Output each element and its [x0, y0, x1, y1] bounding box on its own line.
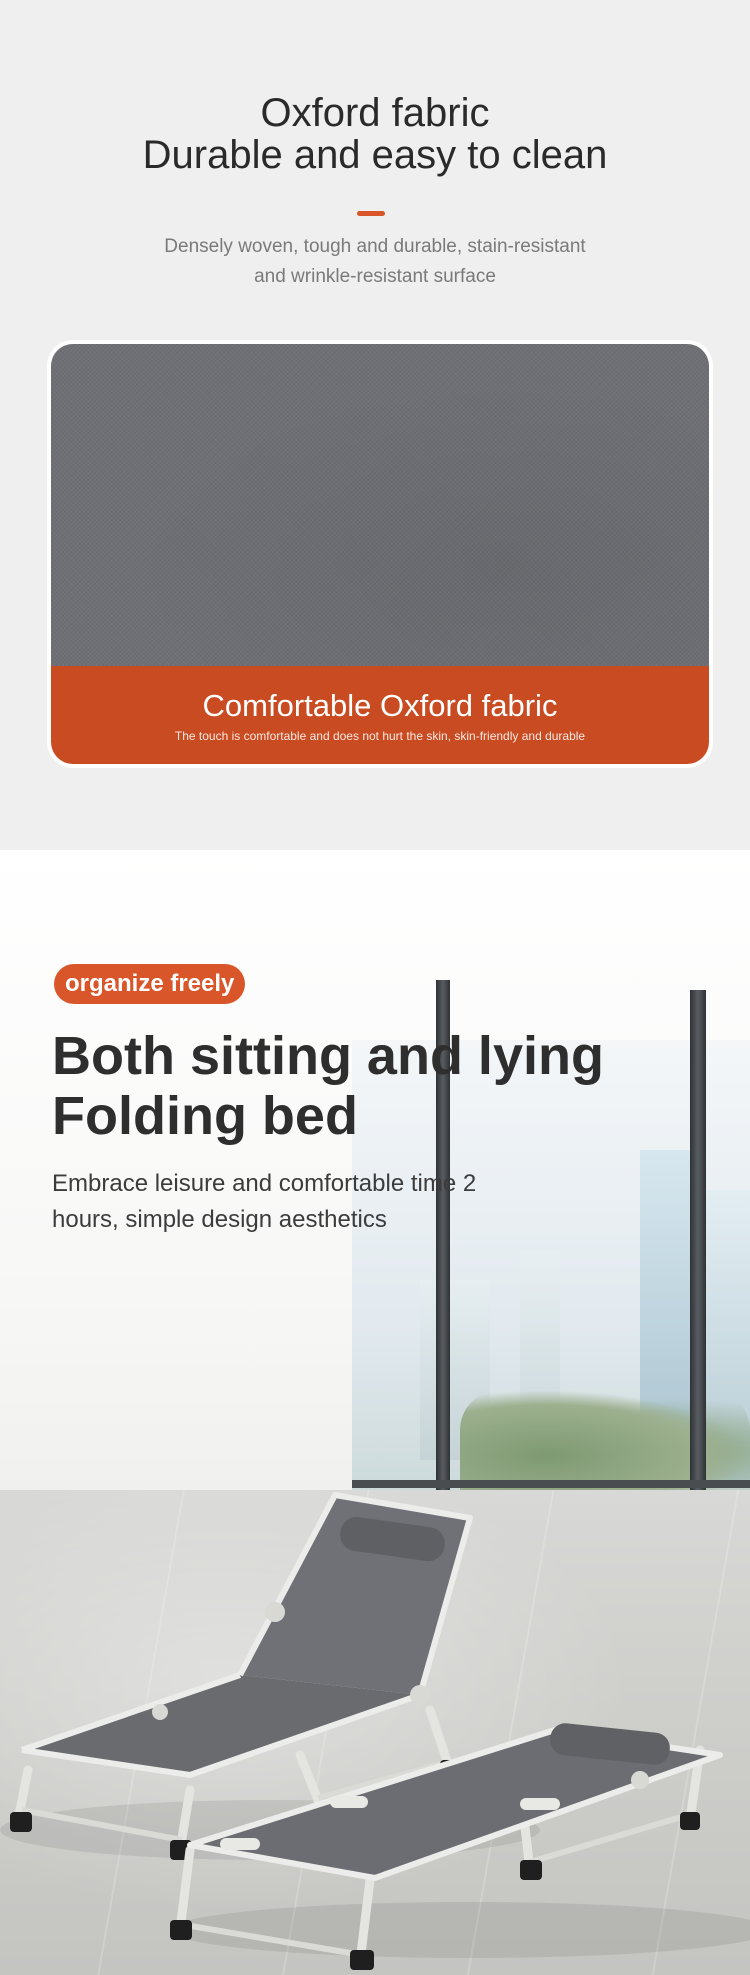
fabric-subtitle-line1: Densely woven, tough and durable, stain-resistant [164, 236, 586, 257]
fabric-subtitle [0, 232, 750, 292]
fabric-card [47, 340, 713, 768]
bed-shadow [170, 1902, 750, 1958]
fabric-title-line1: Oxford fabric [260, 91, 490, 135]
bed-description-line2: hours, simple design aesthetics [52, 1206, 387, 1233]
organize-tag: organize freely [54, 964, 245, 1004]
folding-beds-image [0, 1350, 750, 1970]
bed-description [52, 1166, 476, 1238]
fabric-band [51, 666, 709, 764]
bed-description-line1: Embrace leisure and comfortable time 2 [52, 1170, 477, 1197]
fabric-title [0, 92, 750, 176]
fabric-swatch-image [51, 344, 709, 666]
bed-headline-line2: Folding bed [52, 1086, 358, 1146]
fabric-subtitle-line2: and wrinkle-resistant surface [254, 266, 496, 287]
accent-divider [357, 211, 385, 216]
bed-headline-line1: Both sitting and lying [52, 1026, 604, 1086]
fabric-band-title: Comfortable Oxford fabric [202, 688, 558, 723]
bed-section [0, 850, 750, 1975]
fabric-section [0, 0, 750, 850]
fabric-band-subtitle: The touch is comfortable and does not hurt the skin, skin-friendly and durable [174, 729, 586, 743]
fabric-title-line2: Durable and easy to clean [142, 133, 608, 177]
fabric-card-inner [51, 344, 709, 764]
bed-headline [52, 1026, 604, 1146]
